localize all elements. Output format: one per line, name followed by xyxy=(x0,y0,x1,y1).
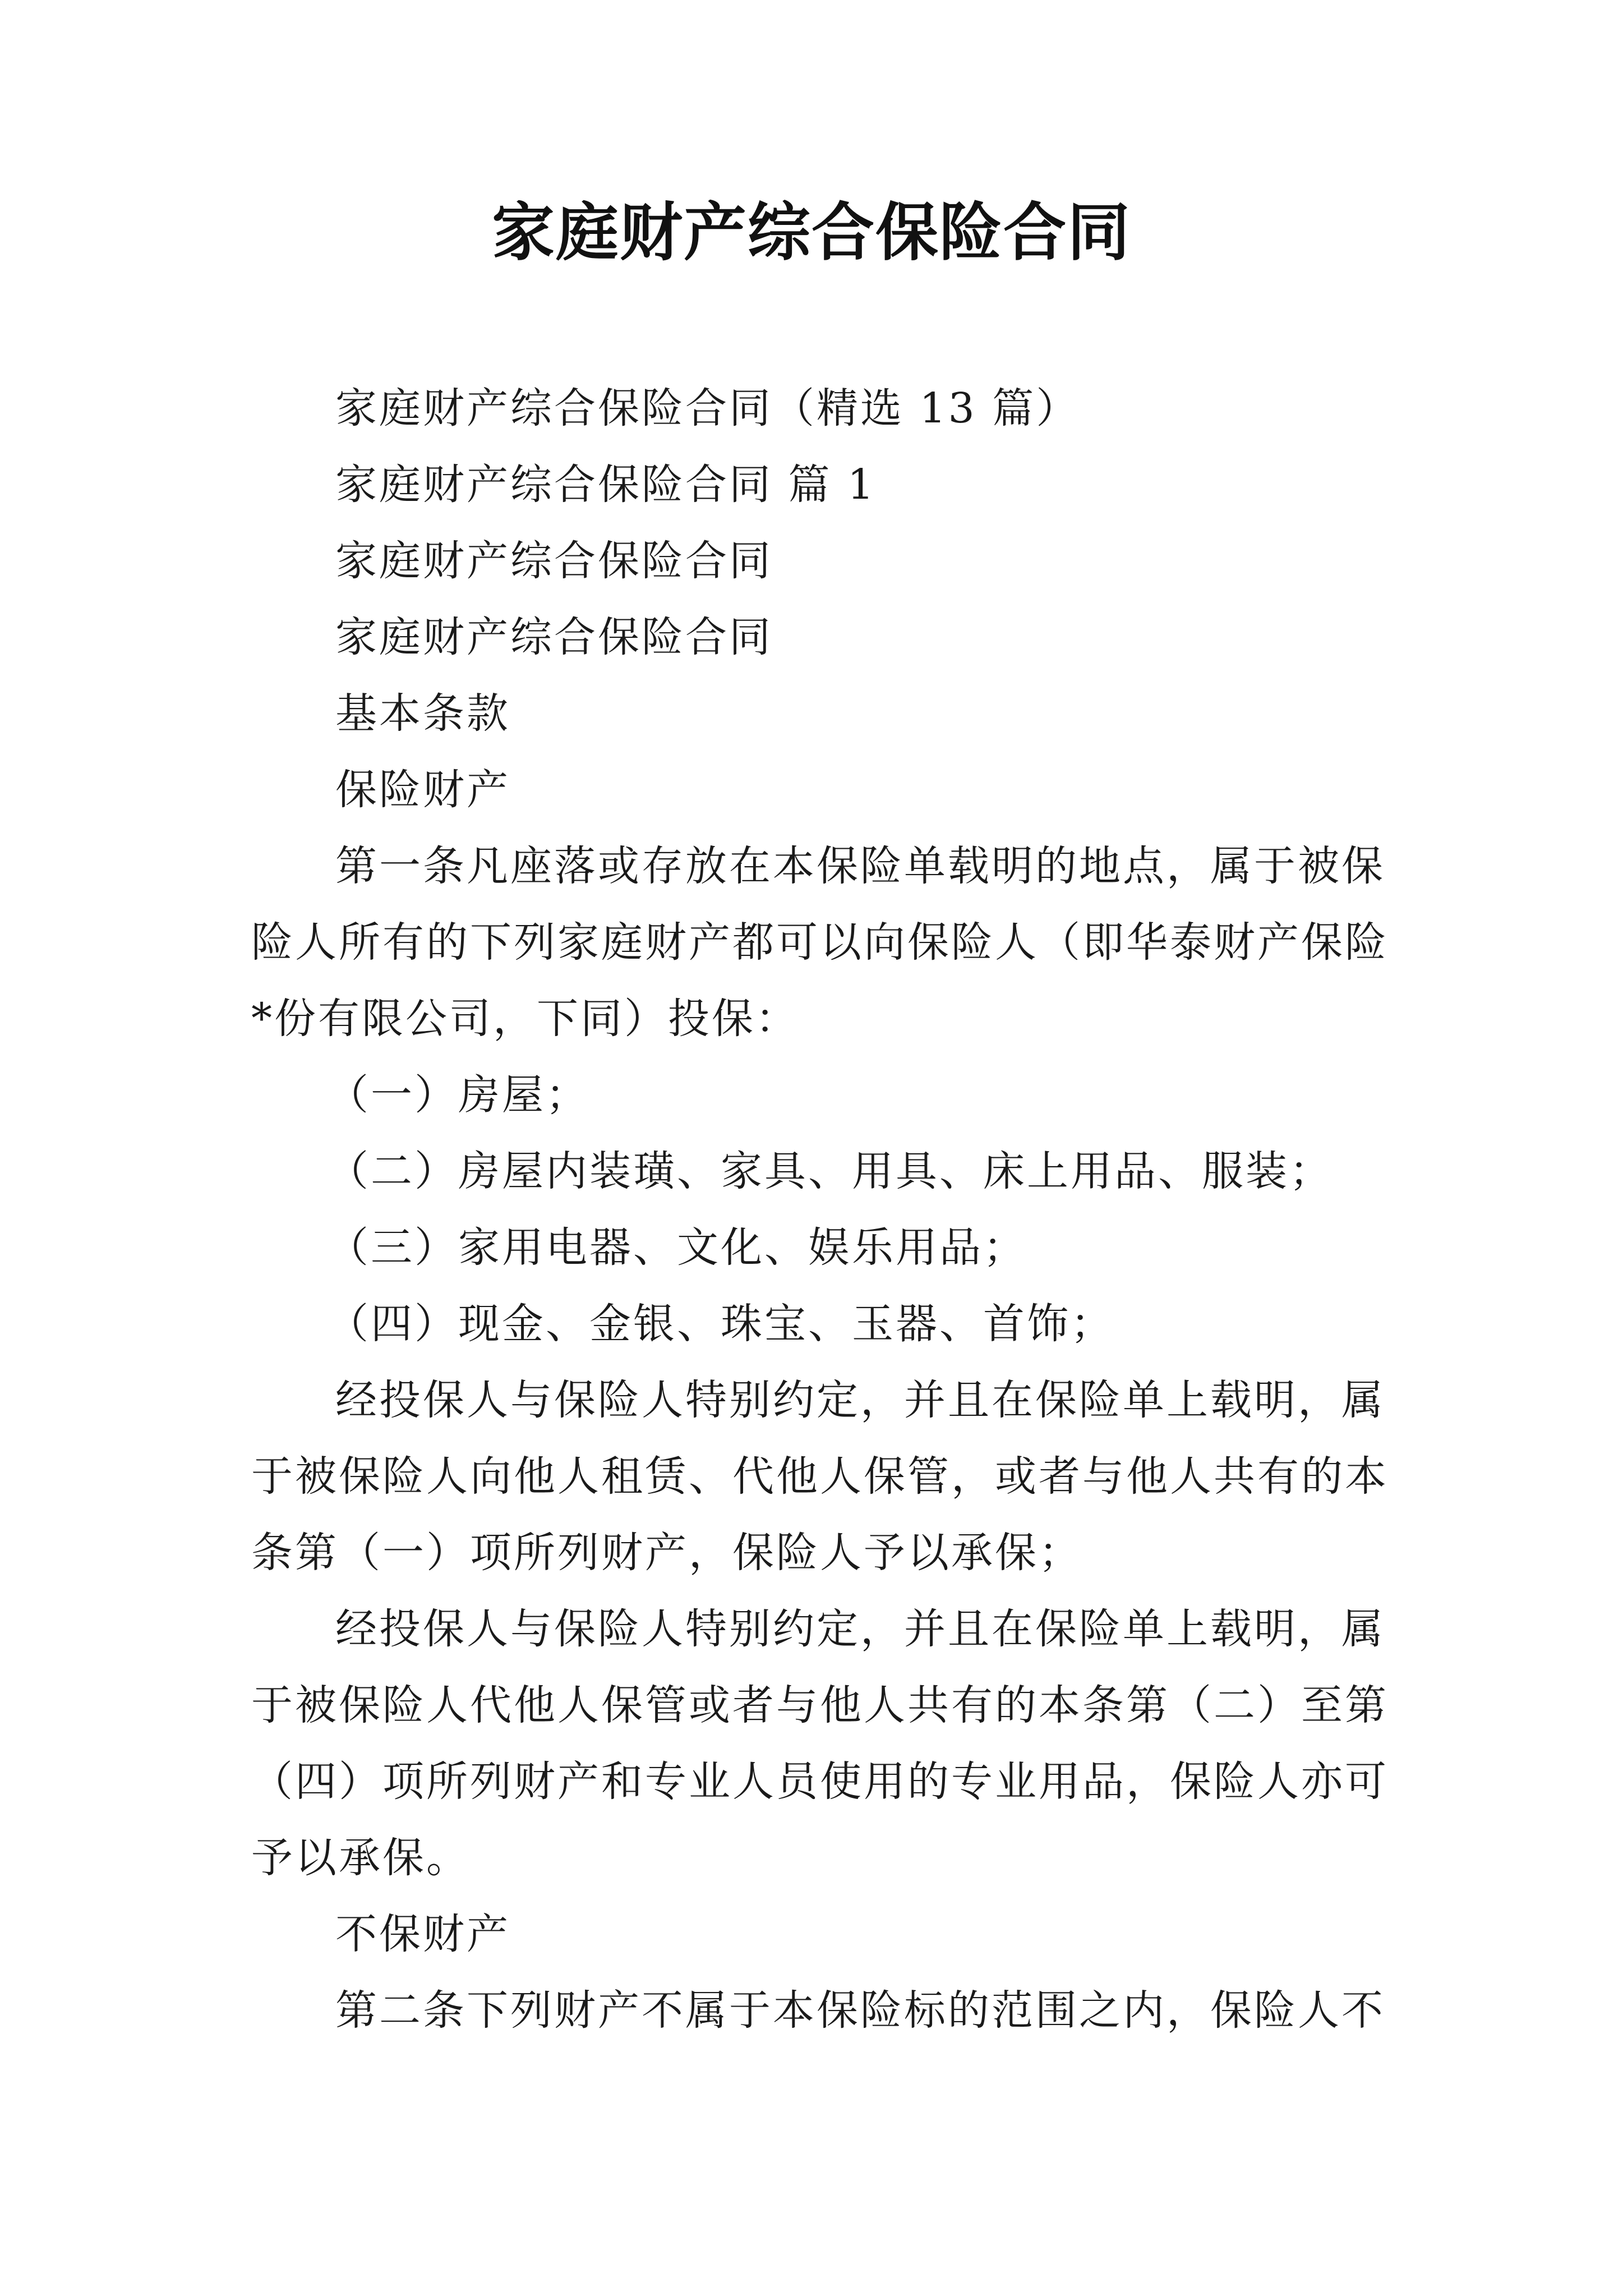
paragraph-line: 家庭财产综合保险合同（精选 13 篇） xyxy=(335,384,1080,432)
paragraph-line: 家庭财产综合保险合同 xyxy=(335,537,773,585)
list-item: （四）现金、金银、珠宝、玉器、首饰； xyxy=(327,1300,1114,1348)
paragraph-line: 家庭财产综合保险合同 篇 1 xyxy=(335,461,877,509)
paragraph-line: （四）项所列财产和专业人员使用的专业用品，保险人亦可 xyxy=(251,1757,1389,1806)
paragraph-line: *份有限公司，下同）投保： xyxy=(251,995,799,1043)
paragraph-line: 家庭财产综合保险合同 xyxy=(335,613,773,661)
section-heading: 保险财产 xyxy=(335,766,510,814)
paragraph-line: 于被保险人向他人租赁、代他人保管，或者与他人共有的本 xyxy=(251,1452,1389,1501)
list-item: （三）家用电器、文化、娱乐用品； xyxy=(327,1223,1027,1272)
paragraph-line: 予以承保。 xyxy=(251,1834,470,1882)
paragraph-line: 经投保人与保险人特别约定，并且在保险单上载明，属 xyxy=(335,1605,1385,1653)
document-body xyxy=(251,370,1387,2049)
list-item: （二）房屋内装璜、家具、用具、床上用品、服装； xyxy=(327,1147,1333,1195)
document-title: 家庭财产综合保险合同 xyxy=(492,196,1131,269)
section-heading: 基本条款 xyxy=(335,689,510,738)
paragraph-line: 条第（一）项所列财产，保险人予以承保； xyxy=(251,1529,1082,1577)
paragraph-line: 经投保人与保险人特别约定，并且在保险单上载明，属 xyxy=(335,1376,1385,1424)
paragraph-line: 险人所有的下列家庭财产都可以向保险人（即华泰财产保险 xyxy=(251,918,1389,967)
section-heading: 不保财产 xyxy=(335,1910,510,1958)
paragraph-line: 于被保险人代他人保管或者与他人共有的本条第（二）至第 xyxy=(251,1681,1389,1729)
list-item: （一）房屋； xyxy=(327,1071,589,1119)
paragraph-line: 第二条下列财产不属于本保险标的范围之内，保险人不 xyxy=(335,1986,1385,2035)
paragraph-line: 第一条凡座落或存放在本保险单载明的地点，属于被保 xyxy=(335,842,1385,890)
